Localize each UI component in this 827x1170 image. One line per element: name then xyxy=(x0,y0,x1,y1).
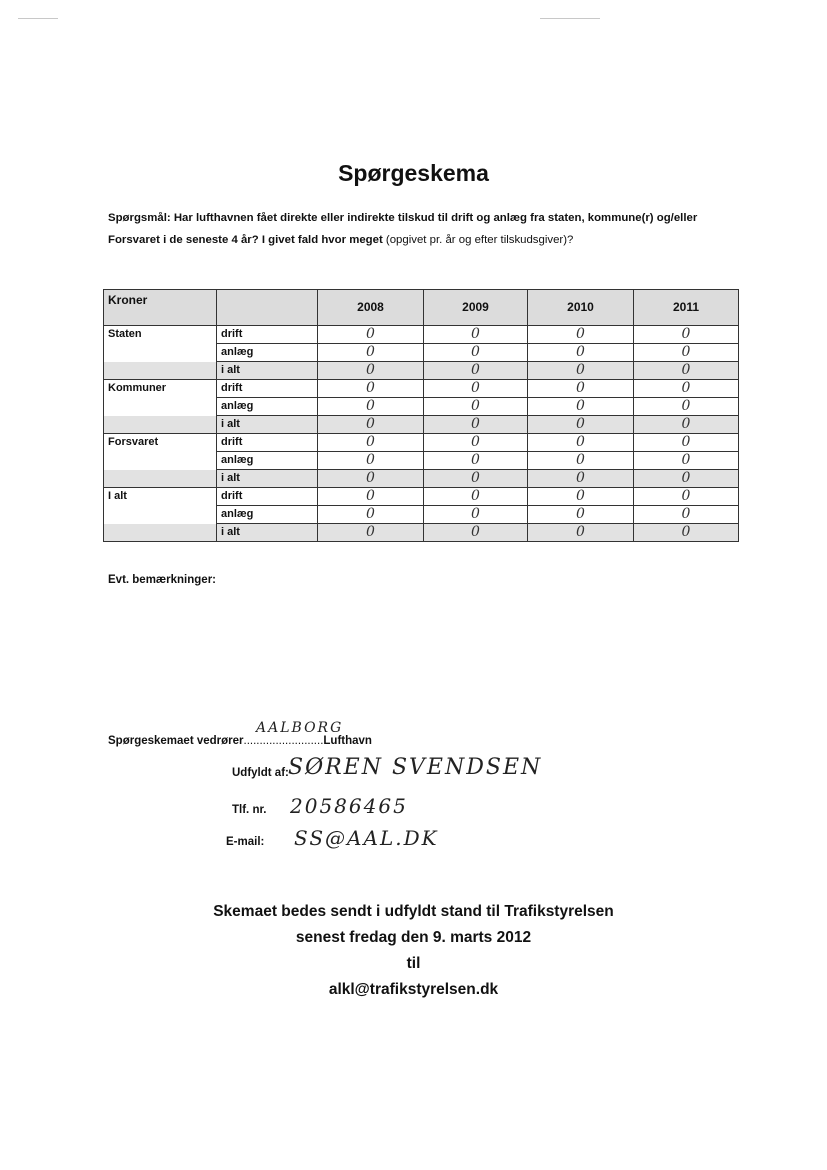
airport-name-handwritten: AALBORG xyxy=(256,720,344,736)
table-row xyxy=(104,416,739,434)
concerns-prefix: Spørgeskemaet vedrører xyxy=(108,735,244,747)
value-cell: 0 xyxy=(424,416,528,434)
header-year: 2010 xyxy=(528,290,634,326)
header-year: 2008 xyxy=(318,290,424,326)
table-row xyxy=(104,326,739,344)
value-cell: 0 xyxy=(318,362,424,380)
table-row xyxy=(104,524,739,542)
value-cell: 0 xyxy=(528,470,634,488)
row-group-cell xyxy=(104,398,217,416)
row-type-cell: drift xyxy=(217,380,318,398)
phone-handwritten: 20586465 xyxy=(290,794,408,818)
value-cell: 0 xyxy=(424,326,528,344)
value-cell: 0 xyxy=(424,344,528,362)
value-cell: 0 xyxy=(424,488,528,506)
row-type-cell: drift xyxy=(217,434,318,452)
value-cell: 0 xyxy=(634,362,739,380)
value-cell: 0 xyxy=(318,326,424,344)
table-row xyxy=(104,488,739,506)
value-cell: 0 xyxy=(318,380,424,398)
value-cell: 0 xyxy=(424,380,528,398)
table-row xyxy=(104,434,739,452)
value-cell: 0 xyxy=(318,452,424,470)
footer-instructions xyxy=(0,899,827,1003)
value-cell: 0 xyxy=(318,344,424,362)
email-label: E-mail: xyxy=(226,836,265,848)
value-cell: 0 xyxy=(634,344,739,362)
value-cell: 0 xyxy=(318,398,424,416)
value-cell: 0 xyxy=(634,380,739,398)
value-cell: 0 xyxy=(318,488,424,506)
remarks-label: Evt. bemærkninger: xyxy=(108,574,216,586)
value-cell: 0 xyxy=(424,452,528,470)
table-row xyxy=(104,398,739,416)
footer-line: Skemaet bedes sendt i udfyldt stand til Trafikstyrelsen xyxy=(213,903,614,920)
row-group-cell: Forsvaret xyxy=(104,434,217,452)
value-cell: 0 xyxy=(318,524,424,542)
value-cell: 0 xyxy=(424,398,528,416)
table-row xyxy=(104,470,739,488)
value-cell: 0 xyxy=(528,326,634,344)
footer-line: til xyxy=(406,955,421,972)
question-label: Spørgsmål: Har lufthavnen fået direkte eller indirekte tilskud til drift og anlæg fra staten, kommune(r) og/eller Forsvaret i de seneste 4 år? I givet fald hvor meget xyxy=(108,212,698,246)
filled-by-handwritten: SØREN SVENDSEN xyxy=(288,755,543,780)
value-cell: 0 xyxy=(528,452,634,470)
row-type-cell: i alt xyxy=(217,416,318,434)
value-cell: 0 xyxy=(634,398,739,416)
value-cell: 0 xyxy=(528,434,634,452)
header-year: 2009 xyxy=(424,290,528,326)
value-cell: 0 xyxy=(528,506,634,524)
header-blank xyxy=(217,290,318,326)
row-group-cell xyxy=(104,416,217,434)
table-row xyxy=(104,344,739,362)
row-group-cell xyxy=(104,362,217,380)
question-text xyxy=(108,207,738,251)
header-corner: Kroner xyxy=(104,290,217,326)
concerns-suffix: Lufthavn xyxy=(323,735,372,747)
row-group-cell: Staten xyxy=(104,326,217,344)
row-group-cell xyxy=(104,506,217,524)
value-cell: 0 xyxy=(634,416,739,434)
question-note: (opgivet pr. år og efter tilskudsgiver)? xyxy=(385,234,574,246)
subsidy-table xyxy=(103,289,739,542)
value-cell: 0 xyxy=(528,380,634,398)
table-row xyxy=(104,506,739,524)
value-cell: 0 xyxy=(634,452,739,470)
value-cell: 0 xyxy=(528,488,634,506)
page-title: Spørgeskema xyxy=(338,160,489,186)
value-cell: 0 xyxy=(528,416,634,434)
row-group-cell xyxy=(104,452,217,470)
value-cell: 0 xyxy=(528,524,634,542)
value-cell: 0 xyxy=(318,470,424,488)
value-cell: 0 xyxy=(634,470,739,488)
filled-by-label: Udfyldt af: xyxy=(232,767,289,779)
value-cell: 0 xyxy=(634,506,739,524)
footer-line: senest fredag den 9. marts 2012 xyxy=(295,929,532,946)
row-group-cell xyxy=(104,344,217,362)
value-cell: 0 xyxy=(424,470,528,488)
row-type-cell: anlæg xyxy=(217,506,318,524)
row-type-cell: anlæg xyxy=(217,398,318,416)
row-type-cell: anlæg xyxy=(217,452,318,470)
row-type-cell: drift xyxy=(217,488,318,506)
value-cell: 0 xyxy=(634,524,739,542)
value-cell: 0 xyxy=(634,326,739,344)
row-group-cell: I alt xyxy=(104,488,217,506)
value-cell: 0 xyxy=(528,344,634,362)
value-cell: 0 xyxy=(318,416,424,434)
footer-email: alkl@trafikstyrelsen.dk xyxy=(328,981,499,998)
table-row xyxy=(104,380,739,398)
scan-artifact-line xyxy=(18,18,58,19)
value-cell: 0 xyxy=(634,488,739,506)
table-row xyxy=(104,362,739,380)
value-cell: 0 xyxy=(424,362,528,380)
row-group-cell: Kommuner xyxy=(104,380,217,398)
row-group-cell xyxy=(104,524,217,542)
row-type-cell: i alt xyxy=(217,524,318,542)
scan-artifact-line xyxy=(540,18,600,19)
value-cell: 0 xyxy=(424,506,528,524)
value-cell: 0 xyxy=(318,434,424,452)
row-type-cell: drift xyxy=(217,326,318,344)
value-cell: 0 xyxy=(424,434,528,452)
email-handwritten: SS@AAL.DK xyxy=(294,826,439,850)
table-row xyxy=(104,452,739,470)
table-header-row xyxy=(104,290,739,326)
phone-label: Tlf. nr. xyxy=(232,804,267,816)
value-cell: 0 xyxy=(424,524,528,542)
row-type-cell: i alt xyxy=(217,362,318,380)
row-group-cell xyxy=(104,470,217,488)
concerns-dots: ......................... xyxy=(243,735,324,747)
row-type-cell: anlæg xyxy=(217,344,318,362)
value-cell: 0 xyxy=(528,362,634,380)
value-cell: 0 xyxy=(318,506,424,524)
row-type-cell: i alt xyxy=(217,470,318,488)
header-year: 2011 xyxy=(634,290,739,326)
concerns-line xyxy=(108,735,372,747)
value-cell: 0 xyxy=(634,434,739,452)
value-cell: 0 xyxy=(528,398,634,416)
